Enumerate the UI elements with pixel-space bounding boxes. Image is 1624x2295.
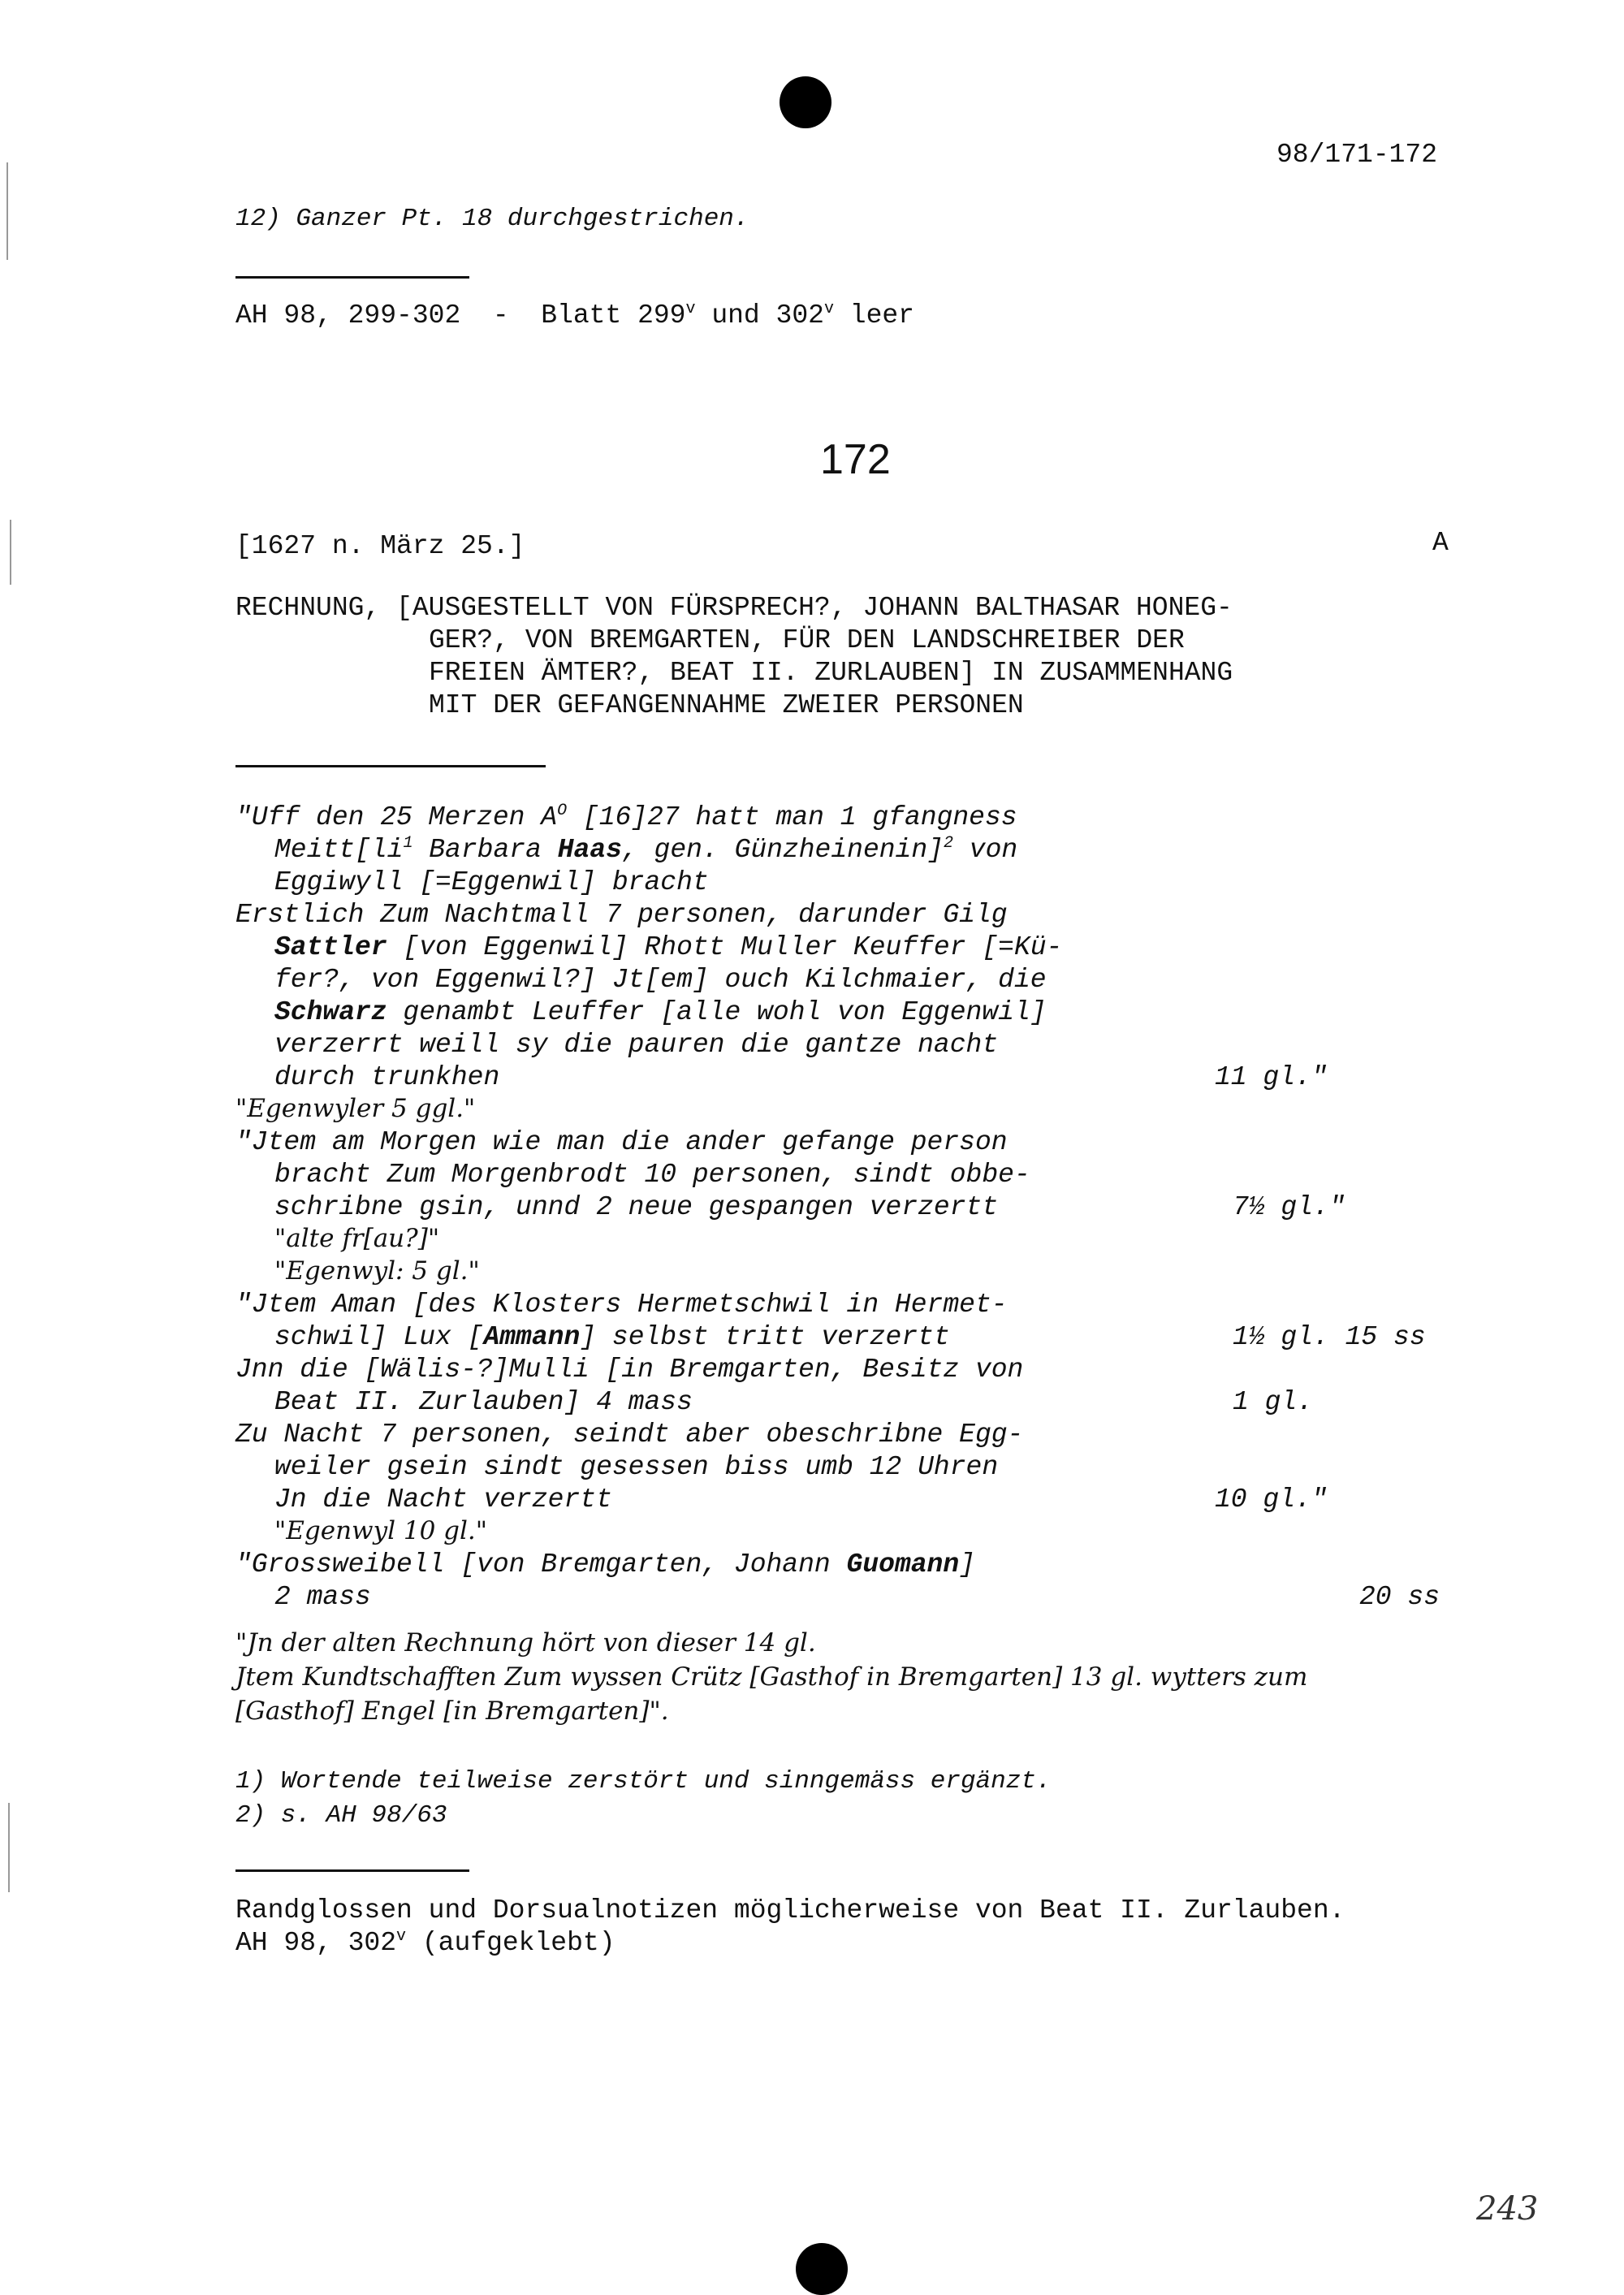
body-line: Jn die Nacht verzertt — [274, 1485, 612, 1515]
body-line: Schwarz genambt Leuffer [alle wohl von Eggenwil] — [274, 997, 1047, 1027]
page-edge-mark — [6, 162, 8, 260]
amount: 20 ss — [1359, 1582, 1440, 1612]
body-line: Eggiwyll [=Eggenwil] bracht — [274, 867, 709, 897]
punch-hole-top — [780, 76, 831, 128]
body-line: "Jtem am Morgen wie man die ander gefange person — [235, 1127, 1008, 1157]
body-line: Jnn die [Wälis-?]Mulli [in Bremgarten, Besitz von — [235, 1355, 1024, 1385]
document-title-line: GER?, VON BREMGARTEN, FÜR DEN LANDSCHREIBER DER — [429, 625, 1185, 655]
body-line: 2 mass — [274, 1582, 371, 1612]
page-edge-mark — [10, 520, 11, 585]
body-line: "Uff den 25 Merzen $A^O$ [16]27 hatt man 1 gfangness — [235, 802, 1017, 832]
body-line: "Jtem Aman [des Klosters Hermetschwil in Hermet- — [235, 1290, 1008, 1320]
document-number: 172 — [820, 436, 891, 483]
handwritten-note: "Egenwyl: 5 gl." — [274, 1256, 480, 1286]
handwritten-note: "alte fr[au?]" — [274, 1224, 440, 1253]
note-12: 12) Ganzer Pt. 18 durchgestrichen. — [235, 205, 749, 233]
document-title-line: RECHNUNG, [AUSGESTELLT VON FÜRSPRECH?, JOHANN BALTHASAR HONEG- — [235, 593, 1233, 623]
handwritten-note: "Egenwyler 5 ggl." — [235, 1094, 476, 1123]
body-line: Erstlich Zum Nachtmall 7 personen, darunder Gilg — [235, 900, 1008, 930]
amount: 10 gl." — [1215, 1485, 1328, 1515]
ah-reference-line: AH 98, 299-302 - Blatt 299$^v$ und 302$^v$ leer — [235, 300, 914, 331]
body-line: Sattler [von Eggenwil] Rhott Muller Keuffer [=Kü- — [274, 932, 1063, 962]
marginal-note: AH 98, 302$^v$ (aufgeklebt) — [235, 1927, 615, 1958]
body-line: schribne gsin, unnd 2 neue gespangen verzertt — [274, 1192, 999, 1222]
body-line: "Grossweibell [von Bremgarten, Johann Guomann] — [235, 1549, 975, 1580]
divider — [235, 765, 546, 767]
handwritten-note: "Jn der alten Rechnung hört von dieser 14 gl. — [235, 1628, 816, 1658]
page-edge-mark — [8, 1803, 10, 1892]
document-reference: 98/171-172 — [1276, 140, 1438, 170]
divider — [235, 1869, 469, 1872]
body-line: verzerrt weill sy die pauren die gantze nacht — [274, 1030, 999, 1060]
body-line: Beat II. Zurlauben] 4 mass — [274, 1387, 693, 1417]
punch-hole-bottom — [796, 2243, 848, 2295]
footnote: 2) s. AH 98/63 — [235, 1801, 447, 1830]
body-line: bracht Zum Morgenbrodt 10 personen, sindt obbe- — [274, 1160, 1030, 1190]
body-line: weiler gsein sindt gesessen biss umb 12 Uhren — [274, 1452, 999, 1482]
body-line: durch trunkhen — [274, 1062, 500, 1092]
handwritten-page-number: 243 — [1476, 2190, 1539, 2228]
document-letter: A — [1432, 528, 1449, 558]
amount: 7½ gl." — [1233, 1192, 1345, 1222]
footnote: 1) Wortende teilweise zerstört und sinngemäss ergänzt. — [235, 1767, 1052, 1796]
body-line: fer?, von Eggenwil?] Jt[em] ouch Kilchmaier, die — [274, 965, 1047, 995]
handwritten-note: [Gasthof] Engel [in Bremgarten]". — [235, 1696, 669, 1726]
document-date: [1627 n. März 25.] — [235, 531, 525, 561]
body-line: Zu Nacht 7 personen, seindt aber obeschribne Egg- — [235, 1420, 1024, 1450]
handwritten-note: "Egenwyl 10 gl." — [274, 1516, 488, 1545]
body-line: schwil] Lux [Ammann] selbst tritt verzertt — [274, 1322, 950, 1352]
body-line: $Meitt[li^1$ Barbara Haas, gen. Günzheinenin]$^2$ von — [274, 834, 1018, 865]
marginal-note: Randglossen und Dorsualnotizen möglicherweise von Beat II. Zurlauben. — [235, 1895, 1345, 1925]
handwritten-note: Jtem Kundtschafften Zum wyssen Crütz [Gasthof in Bremgarten] 13 gl. wytters zum — [235, 1662, 1308, 1692]
amount: 1½ gl. 15 ss — [1233, 1322, 1426, 1352]
divider — [235, 276, 469, 279]
document-title-line: FREIEN ÄMTER?, BEAT II. ZURLAUBEN] IN ZUSAMMENHANG — [429, 658, 1233, 688]
document-title-line: MIT DER GEFANGENNAHME ZWEIER PERSONEN — [429, 690, 1024, 720]
amount: 1 gl. — [1233, 1387, 1314, 1417]
amount: 11 gl." — [1215, 1062, 1328, 1092]
